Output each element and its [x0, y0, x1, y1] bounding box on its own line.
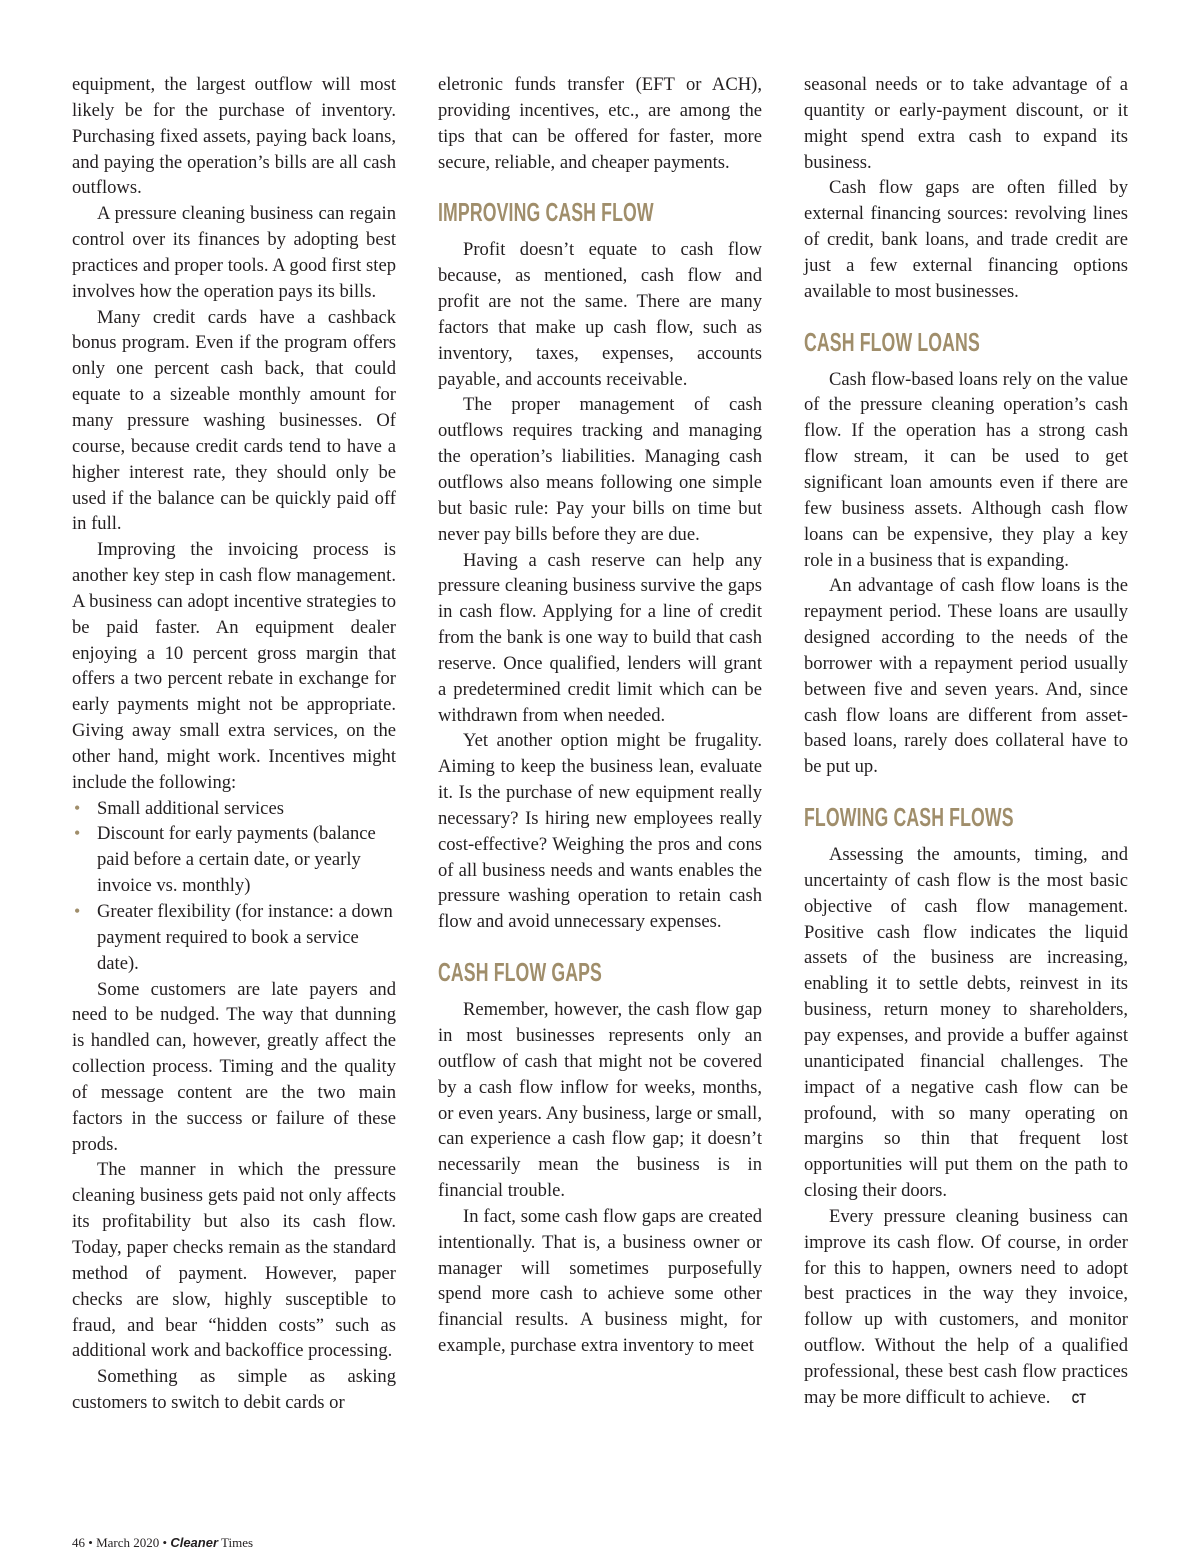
- section-heading-cash-flow-gaps: CASH FLOW GAPS: [438, 957, 602, 988]
- magazine-name-strong: Cleaner: [170, 1535, 219, 1550]
- paragraph: An advantage of cash flow loans is the repayment period. These loans are usaully designed according to the needs of the borrower with a repayment period usually between five and seven years. And, since cash flow loans are different from asset-based loans, rarely does collateral have to be put up.: [804, 575, 1128, 778]
- paragraph: In fact, some cash flow gaps are created intentionally. That is, a business owner or manager will sometimes purposefully spend more cash to achieve some other financial results. A business might, for example, purchase extra inventory to meet: [438, 1205, 762, 1357]
- section-heading-flowing-cash-flows: FLOWING CASH FLOWS: [804, 802, 1014, 833]
- paragraph: The manner in which the pressure cleaning business gets paid not only affects its profitability but also its cash flow. Today, paper checks remain as the standard method of payment. However, paper checks are slow, highly susceptible to fraud, and bear “hidden costs” such as additional work and backoffice processing.: [72, 1159, 396, 1362]
- list-item-text: Discount for early payments (balance paid before a certain date, or yearly invoice vs. monthly): [97, 823, 376, 897]
- end-mark: CT: [1072, 1389, 1087, 1406]
- paragraph: seasonal needs or to take advantage of a quantity or early-payment discount, or it might spend extra cash to expand its business.: [804, 74, 1128, 173]
- bullet-icon: •: [74, 901, 81, 921]
- page-footer: [72, 1535, 253, 1551]
- paragraph: A pressure cleaning business can regain control over its finances by adopting best practices and proper tools. A good first step involves how the operation pays its bills.: [72, 203, 396, 302]
- paragraph: Assessing the amounts, timing, and uncertainty of cash flow is the most basic objective of cash flow management. Positive cash flow indicates the liquid assets of the business are increasing, enabling it to settle debts, reinvest in its business, return money to shareholders, pay expenses, and provide a buffer against unanticipated financial challenges. The impact of a negative cash flow can be profound, with so many operating on margins so thin that frequent lost opportunities will put them on the path to closing their doors.: [804, 844, 1128, 1202]
- magazine-name: [170, 1535, 253, 1550]
- magazine-name-rest: Times: [218, 1535, 254, 1550]
- article-column-2: [438, 72, 762, 1359]
- bullet-icon: •: [74, 797, 81, 818]
- page-number: 46: [72, 1535, 85, 1550]
- paragraph: Profit doesn’t equate to cash flow because, as mentioned, cash flow and profit are not the same. There are many factors that make up cash flow, such as inventory, taxes, expenses, accounts payable, and accounts receivable.: [438, 239, 762, 390]
- section-heading-cash-flow-loans: CASH FLOW LOANS: [804, 326, 980, 357]
- paragraph: eletronic funds transfer (EFT or ACH), providing incentives, etc., are among the tips that can be offered for faster, more secure, reliable, and cheaper payments.: [438, 74, 762, 173]
- list-item: [72, 899, 396, 977]
- incentives-list: [72, 796, 396, 977]
- list-item: [72, 821, 396, 899]
- paragraph-closing: [804, 1204, 1128, 1412]
- footer-separator: •: [162, 1535, 168, 1550]
- issue-date: March 2020: [96, 1535, 160, 1550]
- article-column-1: [72, 72, 396, 1416]
- paragraph: Remember, however, the cash flow gap in most businesses represents only an outflow of cash that might not be covered by a cash flow inflow for weeks, months, or even years. Any business, large or small, can experience a cash flow gap; it doesn’t necessarily mean the business is in financial trouble.: [438, 999, 762, 1202]
- paragraph: Improving the invoicing process is another key step in cash flow management. A business can adopt incentive strategies to be paid faster. An equipment dealer enjoying a 10 percent gross margin that offers a two percent rebate in exchange for early payments might not be appropriate. Giving away small extra services, on the other hand, might work. Incentives might include the following:: [72, 539, 396, 793]
- list-item: [72, 796, 396, 822]
- paragraph: The proper management of cash outflows requires tracking and managing the operation’s liabilities. Managing cash outflows also means following one simple but basic rule: Pay your bills on time but never pay bills before they are due.: [438, 394, 762, 545]
- closing-text: Every pressure cleaning business can improve its cash flow. Of course, in order for this to happen, owners need to adopt best practices in the way they invoice, follow up with customers, and monitor outflow. Without the help of a qualified professional, these best cash flow practices may be more difficult to achieve.: [804, 1205, 1128, 1408]
- list-item-text: Small additional services: [97, 797, 284, 819]
- footer-separator: •: [88, 1535, 93, 1550]
- paragraph: Yet another option might be frugality. Aiming to keep the business lean, evaluate it. Is the purchase of new equipment really necessary? Is hiring new employees really cost-effective? Weighing the pros and cons of all business needs and wants enables the pressure washing operation to retain cash flow and avoid unnecessary expenses.: [438, 730, 762, 933]
- paragraph: Something as simple as asking customers to switch to debit cards or: [72, 1366, 396, 1414]
- paragraph: equipment, the largest outflow will most likely be for the purchase of inventory. Purchasing fixed assets, paying back loans, and paying the operation’s bills are all cash outflows.: [72, 74, 396, 199]
- paragraph: Many credit cards have a cashback bonus program. Even if the program offers only one percent cash back, that could equate to a sizeable monthly amount for many pressure washing businesses. Of course, because credit cards tend to have a higher interest rate, they should only be used if the balance can be quickly paid off in full.: [72, 306, 396, 535]
- list-item-text: Greater flexibility (for instance: a down payment required to book a service date).: [97, 901, 393, 974]
- bullet-icon: •: [74, 823, 81, 844]
- article-column-3: [804, 72, 1128, 1412]
- paragraph: Some customers are late payers and need to be nudged. The way that dunning is handled can, however, greatly affect the collection process. Timing and the quality of message content are the two main factors in the success or failure of these prods.: [72, 978, 396, 1155]
- section-heading-improving-cash-flow: IMPROVING CASH FLOW: [438, 197, 654, 228]
- paragraph: Having a cash reserve can help any pressure cleaning business survive the gaps in cash flow. Applying for a line of credit from the bank is one way to build that cash reserve. Once qualified, lenders will grant a predetermined credit limit which can be withdrawn from when needed.: [438, 549, 762, 726]
- paragraph: Cash flow gaps are often filled by external financing sources: revolving lines of credit, bank loans, and trade credit are just a few external financing options available to most businesses.: [804, 177, 1128, 302]
- paragraph: Cash flow-based loans rely on the value of the pressure cleaning operation’s cash flow. If the operation has a strong cash flow stream, it can be used to get significant loan amounts even if there are few business assets. Although cash flow loans can be expensive, they play a key role in a business that is expanding.: [804, 368, 1128, 571]
